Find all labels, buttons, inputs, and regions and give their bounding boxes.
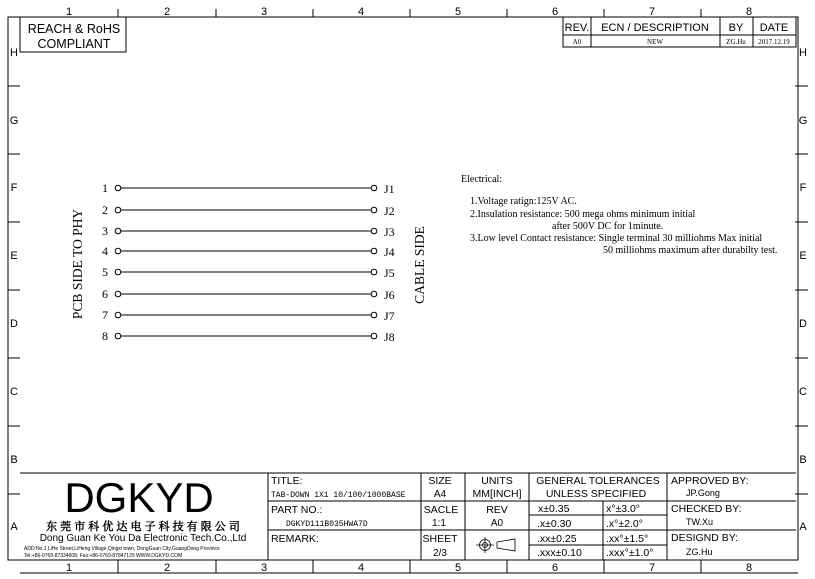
row-label-right-h: H bbox=[799, 47, 807, 59]
pin-terminal-right bbox=[371, 185, 377, 191]
column-label-8: 8 bbox=[745, 6, 753, 18]
electrical-notes bbox=[461, 174, 777, 256]
electrical-note-2-cont: after 500V DC for 1minute. bbox=[552, 221, 664, 232]
row-label-right-e: E bbox=[799, 250, 807, 262]
company-logo: DGKYD bbox=[64, 474, 214, 521]
ecn-header: ECN / DESCRIPTION bbox=[601, 22, 709, 34]
row-label-h: H bbox=[10, 47, 18, 59]
column-label-bottom-1: 1 bbox=[65, 562, 73, 574]
tolerance-linear-3: .xx±0.25 bbox=[537, 533, 577, 545]
compliance-line-2: COMPLIANT bbox=[37, 37, 111, 51]
column-label-bottom-2: 2 bbox=[163, 562, 171, 574]
pin-terminal-right bbox=[371, 228, 377, 234]
pin-terminal-left bbox=[115, 312, 121, 318]
row-label-c: C bbox=[10, 386, 18, 398]
remark-label: REMARK: bbox=[271, 533, 319, 545]
electrical-note-1: 1.Voltage ratign:125V AC. bbox=[470, 196, 577, 207]
rev-header: REV. bbox=[564, 22, 590, 34]
pin-row-8 bbox=[102, 329, 395, 344]
approved-label: APPROVED BY: bbox=[671, 475, 749, 487]
title-label: TITLE: bbox=[271, 475, 303, 487]
designed-value: ZG.Hu bbox=[686, 547, 713, 557]
pin-row-3 bbox=[102, 224, 395, 239]
column-label-5: 5 bbox=[454, 6, 462, 18]
pin-terminal-left bbox=[115, 185, 121, 191]
column-label-7: 7 bbox=[648, 6, 656, 18]
pin-row-6 bbox=[102, 287, 395, 302]
pin-terminal-left bbox=[115, 269, 121, 275]
row-label-right-f: F bbox=[799, 182, 807, 194]
pin-number: 7 bbox=[102, 308, 108, 322]
size-label: SIZE bbox=[428, 475, 452, 487]
compliance-line-1: REACH & RoHS bbox=[27, 22, 121, 36]
pin-schematic bbox=[70, 181, 427, 344]
pin-number: 5 bbox=[102, 265, 108, 279]
pin-terminal-right bbox=[371, 248, 377, 254]
pin-row-1 bbox=[102, 181, 395, 196]
cable-side-label: CABLE SIDE bbox=[412, 226, 427, 304]
pcb-side-label: PCB SIDE TO PHY bbox=[70, 208, 85, 320]
pin-terminal-left bbox=[115, 291, 121, 297]
title-value: TAB-DOWN 1X1 10/100/1000BASE bbox=[271, 491, 406, 500]
date-header: DATE bbox=[759, 22, 789, 34]
row-label-right-a: A bbox=[799, 521, 807, 533]
part-number-label: PART NO.: bbox=[271, 504, 323, 516]
pin-number: 4 bbox=[102, 244, 108, 258]
compliance-box bbox=[20, 17, 126, 52]
by-value: ZG.Hu bbox=[726, 38, 746, 46]
company-address: ADD:No.1 LiHe Street,LiHeng Village,Qingxi town, DongGuan City,GuangDong Province bbox=[24, 546, 220, 552]
tolerance-angular-4: .xxx°±1.0° bbox=[606, 547, 654, 559]
electrical-note-2: 2.Insulation resistance: 500 mega ohms minimum initial bbox=[470, 209, 696, 220]
pin-terminal-right bbox=[371, 333, 377, 339]
row-label-f: F bbox=[10, 182, 18, 194]
pin-row-5 bbox=[102, 265, 395, 280]
jack-label: J3 bbox=[384, 225, 395, 239]
electrical-note-3: 3.Low level Contact resistance: Single terminal 30 milliohms Max initial bbox=[470, 233, 763, 244]
column-label-2: 2 bbox=[163, 6, 171, 18]
company-name-en: Dong Guan Ke You Da Electronic Tech.Co.,Ltd bbox=[39, 533, 247, 544]
tolerance-angular-2: .x°±2.0° bbox=[606, 518, 643, 530]
pin-terminal-left bbox=[115, 333, 121, 339]
units-value: MM[INCH] bbox=[472, 488, 522, 500]
row-label-right-g: G bbox=[798, 115, 808, 127]
part-number-value: DGKYD111B035HWA7D bbox=[286, 520, 368, 529]
column-label-bottom-8: 8 bbox=[745, 562, 753, 574]
pin-terminal-left bbox=[115, 207, 121, 213]
size-value: A4 bbox=[433, 489, 447, 500]
sheet-value: 2/3 bbox=[433, 548, 447, 559]
electrical-note-3-cont: 50 milliohms maximum after durabilty test. bbox=[603, 245, 778, 256]
jack-label: J4 bbox=[384, 245, 395, 259]
sheet-label: SHEET bbox=[422, 533, 458, 545]
date-value: 2017.12.19 bbox=[758, 38, 790, 46]
ecn-value: NEW bbox=[647, 38, 663, 46]
pin-number: 6 bbox=[102, 287, 108, 301]
pin-number: 2 bbox=[102, 203, 108, 217]
pin-terminal-right bbox=[371, 207, 377, 213]
column-label-bottom-4: 4 bbox=[357, 562, 365, 574]
rev-value: A0 bbox=[572, 38, 582, 46]
tolerance-angular-1: x°±3.0° bbox=[606, 503, 641, 515]
pin-row-7 bbox=[102, 308, 395, 323]
jack-label: J8 bbox=[384, 330, 395, 344]
checked-label: CHECKED BY: bbox=[671, 503, 742, 515]
tolerance-angular-3: .xx°±1.5° bbox=[606, 533, 649, 545]
column-label-6: 6 bbox=[551, 6, 559, 18]
tolerance-linear-1: x±0.35 bbox=[538, 503, 570, 515]
company-contact: Tel:+86-0769-87334608; Fax:+86-0769-87847129 WWW.DGKYD.COM bbox=[24, 553, 183, 559]
designed-label: DESIGND BY: bbox=[671, 532, 739, 544]
row-label-b: B bbox=[10, 454, 18, 466]
jack-label: J5 bbox=[384, 266, 395, 280]
tolerance-linear-2: .x±0.30 bbox=[537, 518, 572, 530]
pin-terminal-right bbox=[371, 291, 377, 297]
pin-number: 8 bbox=[102, 329, 108, 343]
scale-value: 1:1 bbox=[432, 518, 446, 529]
scale-label: SACLE bbox=[423, 504, 459, 516]
title-block bbox=[20, 473, 796, 560]
revision-table bbox=[563, 17, 796, 47]
row-label-d: D bbox=[10, 318, 18, 330]
pin-row-2 bbox=[102, 203, 395, 218]
pin-terminal-right bbox=[371, 269, 377, 275]
tolerances-heading-1: GENERAL TOLERANCES bbox=[536, 475, 660, 487]
pin-terminal-right bbox=[371, 312, 377, 318]
row-label-right-c: C bbox=[799, 386, 807, 398]
column-label-bottom-5: 5 bbox=[454, 562, 462, 574]
column-label-1: 1 bbox=[65, 6, 73, 18]
column-label-bottom-6: 6 bbox=[551, 562, 559, 574]
row-label-e: E bbox=[10, 250, 18, 262]
pin-terminal-left bbox=[115, 228, 121, 234]
column-label-bottom-3: 3 bbox=[260, 562, 268, 574]
pin-row-4 bbox=[102, 244, 395, 259]
row-label-a: A bbox=[10, 521, 18, 533]
company-name-cn: 东 莞 市 科 优 达 电 子 科 技 有 限 公 司 bbox=[46, 521, 240, 533]
third-angle-projection-icon bbox=[476, 537, 515, 553]
column-label-4: 4 bbox=[357, 6, 365, 18]
rev-block-value: A0 bbox=[490, 518, 504, 529]
units-label: UNITS bbox=[481, 475, 513, 487]
pin-number: 3 bbox=[102, 224, 108, 238]
pin-number: 1 bbox=[102, 181, 108, 195]
approved-value: JP.Gong bbox=[686, 488, 720, 498]
jack-label: J7 bbox=[384, 309, 395, 323]
jack-label: J1 bbox=[384, 182, 395, 196]
pin-terminal-left bbox=[115, 248, 121, 254]
by-header: BY bbox=[728, 22, 744, 34]
jack-label: J6 bbox=[384, 288, 395, 302]
row-label-right-b: B bbox=[799, 454, 807, 466]
column-label-bottom-7: 7 bbox=[648, 562, 656, 574]
electrical-heading: Electrical: bbox=[461, 174, 503, 185]
jack-label: J2 bbox=[384, 204, 395, 218]
tolerances-heading-2: UNLESS SPECIFIED bbox=[545, 488, 647, 500]
checked-value: TW.Xu bbox=[686, 517, 714, 527]
rev-label: REV bbox=[486, 504, 508, 516]
column-label-3: 3 bbox=[260, 6, 268, 18]
row-label-right-d: D bbox=[799, 318, 807, 330]
row-label-g: G bbox=[9, 115, 19, 127]
tolerance-linear-4: .xxx±0.10 bbox=[537, 547, 582, 559]
